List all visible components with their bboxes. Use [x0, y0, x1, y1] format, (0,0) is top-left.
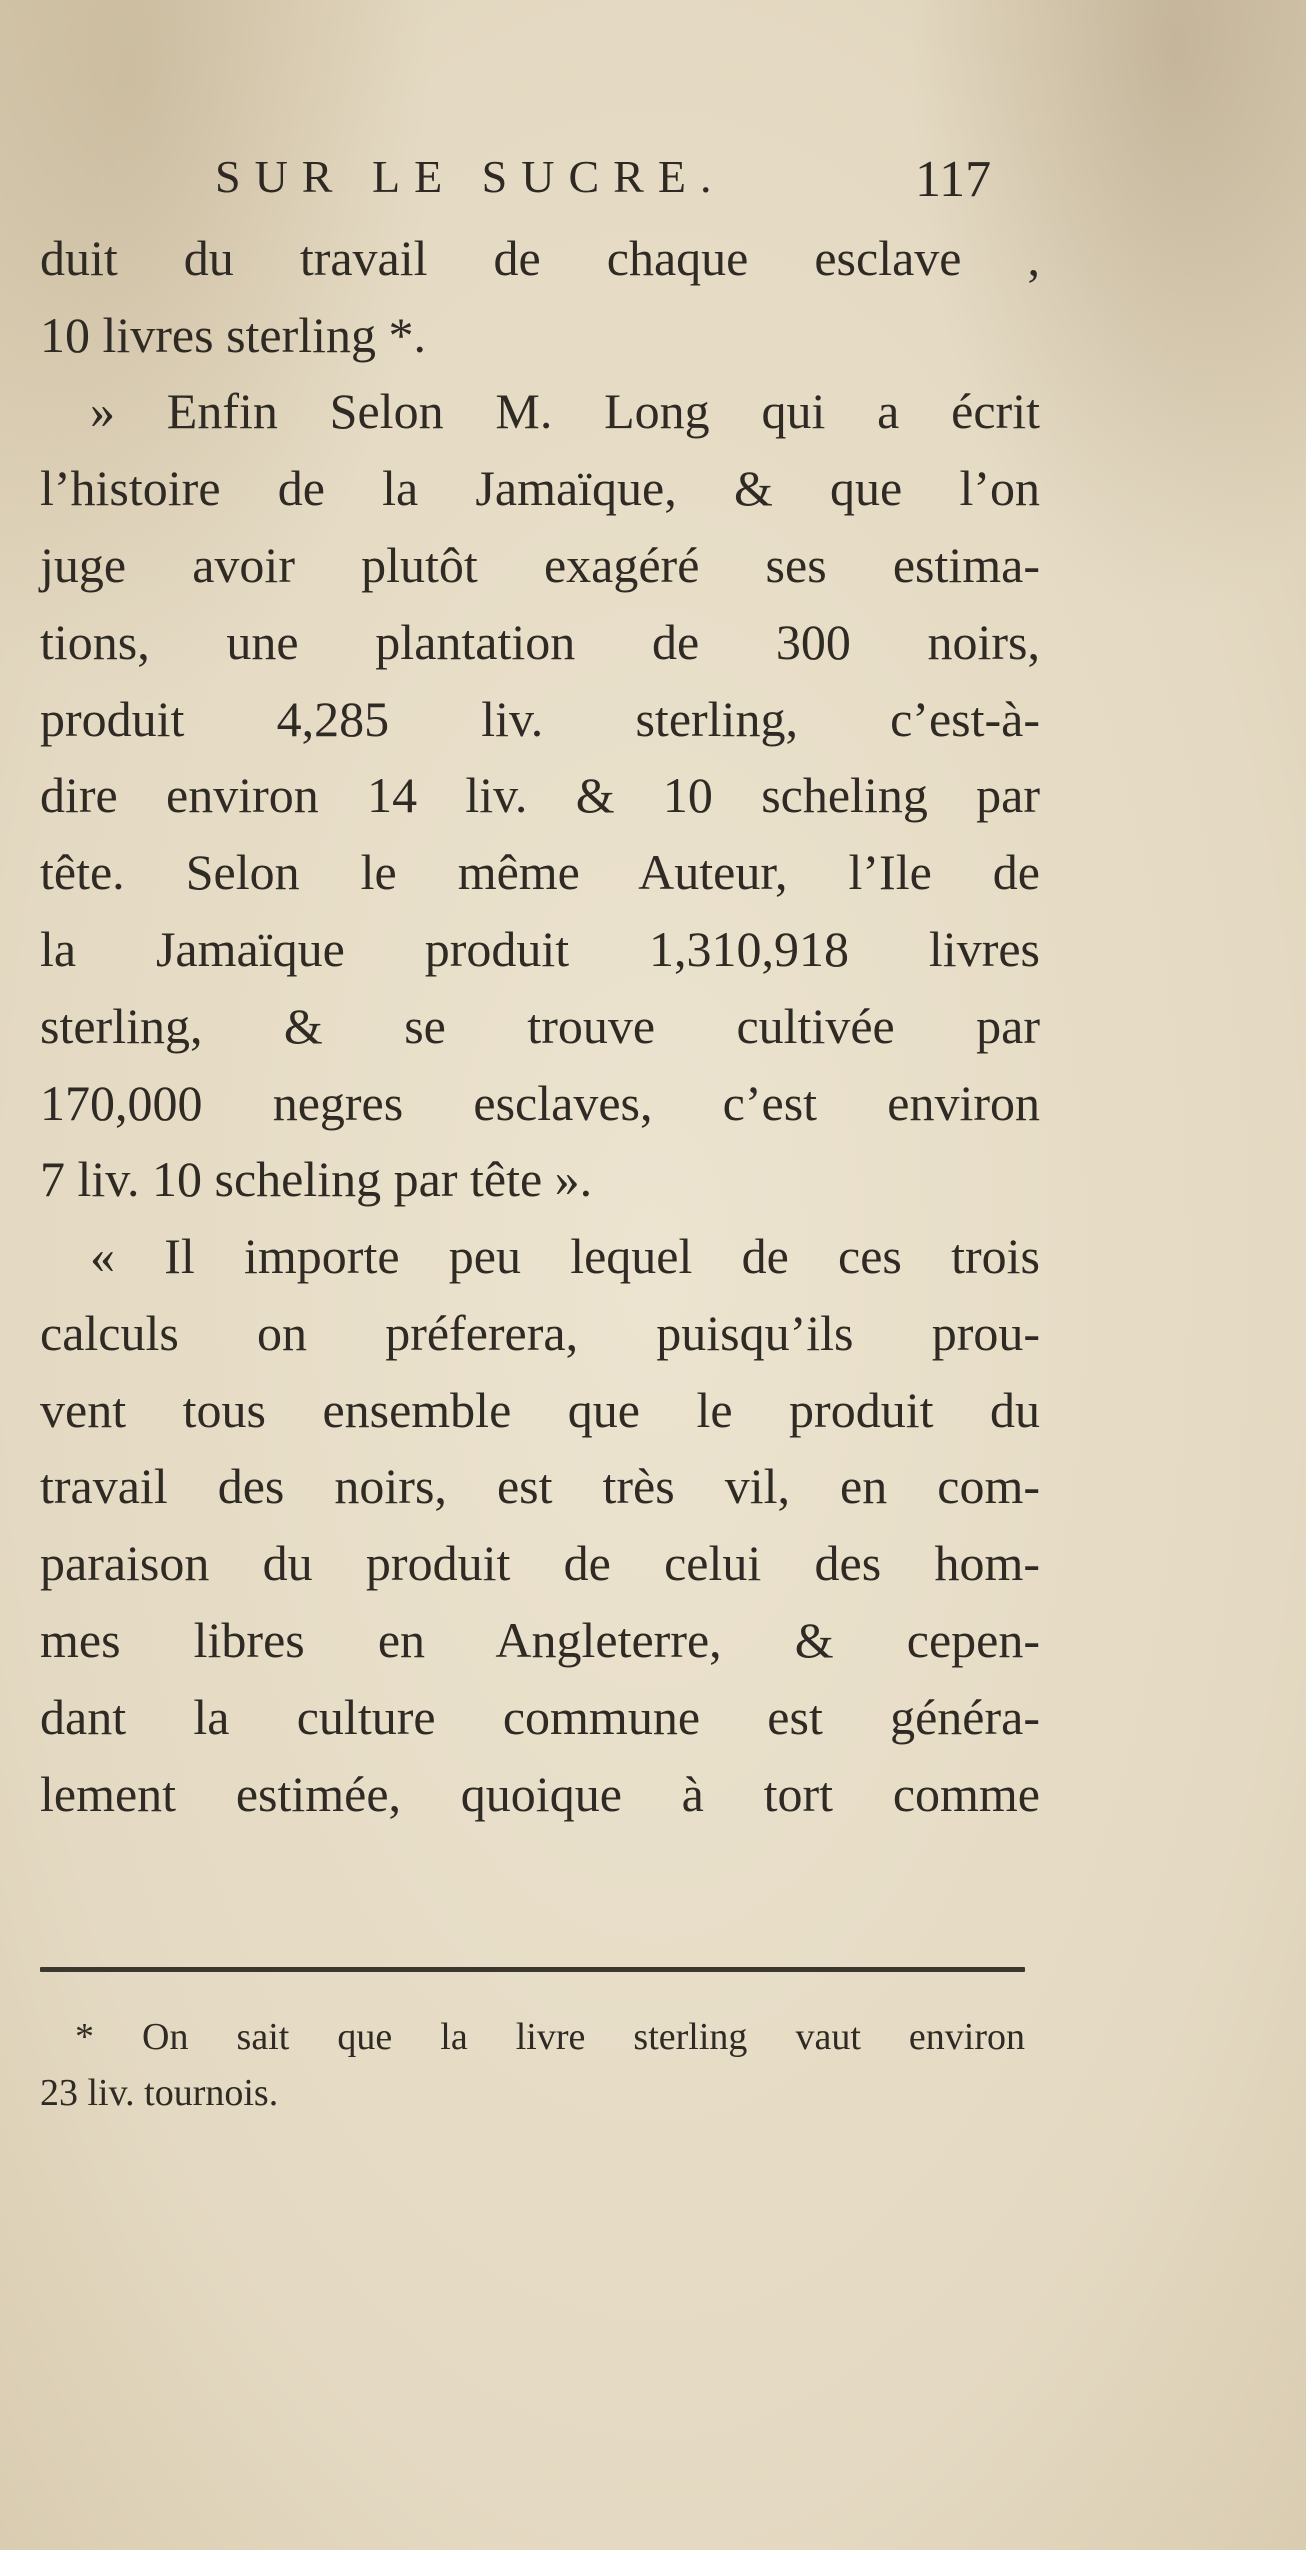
text-line: 170,000 negres esclaves, c’est environ — [40, 1075, 1040, 1131]
text-line: » Enfin Selon M. Long qui a écrit — [90, 383, 1040, 439]
text-line: juge avoir plutôt exagéré ses estima- — [40, 537, 1040, 593]
text-line: la Jamaïque produit 1,310,918 livres — [40, 921, 1040, 977]
text-line: tions, une plantation de 300 noirs, — [40, 614, 1040, 670]
page-number: 117 — [915, 151, 992, 208]
text-line: l’histoire de la Jamaïque, & que l’on — [40, 460, 1040, 516]
text-line: lement estimée, quoique à tort comme — [40, 1766, 1040, 1822]
text-line: vent tous ensemble que le produit du — [40, 1382, 1040, 1438]
footnote-rule — [40, 1967, 1025, 1972]
text-line: dant la culture commune est généra- — [40, 1689, 1040, 1745]
text-line: calculs on préferera, puisqu’ils prou- — [40, 1305, 1040, 1361]
text-line: mes libres en Angleterre, & cepen- — [40, 1612, 1040, 1668]
text-line: duit du travail de chaque esclave , — [40, 230, 1040, 286]
text-line: produit 4,285 liv. sterling, c’est-à- — [40, 691, 1040, 747]
text-line: tête. Selon le même Auteur, l’Ile de — [40, 844, 1040, 900]
text-line: paraison du produit de celui des hom- — [40, 1535, 1040, 1591]
text-line: travail des noirs, est très vil, en com- — [40, 1458, 1040, 1514]
text-line: 10 livres sterling *. — [40, 307, 427, 363]
text-line: dire environ 14 liv. & 10 scheling par — [40, 767, 1040, 823]
footnote-line: * On sait que la livre sterling vaut environ — [75, 2016, 1025, 2058]
text-line: 7 liv. 10 scheling par tête ». — [40, 1151, 593, 1207]
running-title: SUR LE SUCRE. — [215, 151, 726, 202]
footnote-line: 23 liv. tournois. — [40, 2072, 279, 2114]
text-line: « Il importe peu lequel de ces trois — [90, 1228, 1040, 1284]
text-line: sterling, & se trouve cultivée par — [40, 998, 1040, 1054]
